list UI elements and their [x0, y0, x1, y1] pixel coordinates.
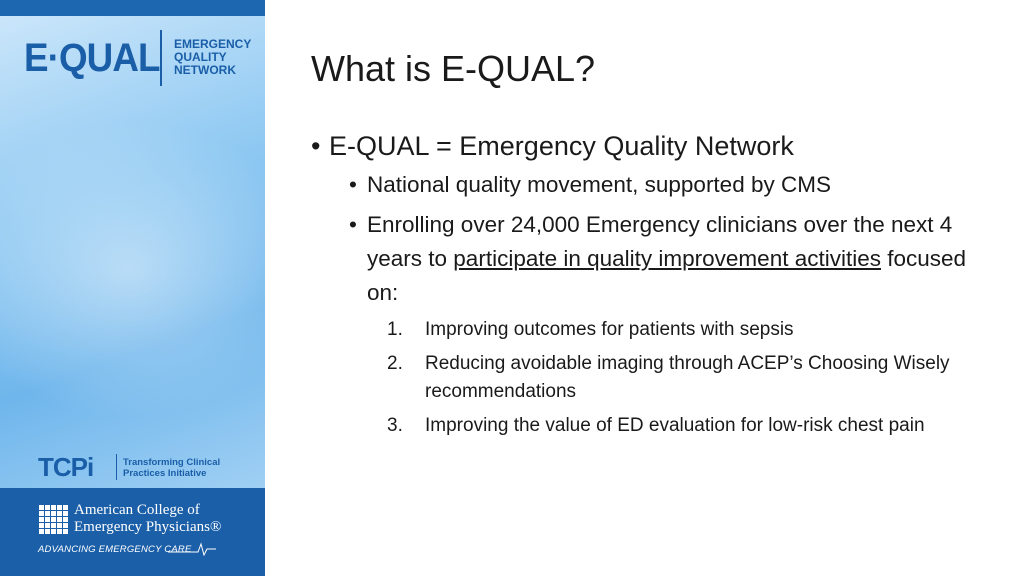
equal-logo — [24, 30, 254, 86]
sub-bullet-national-movement: • National quality movement, supported by CMS — [311, 168, 991, 202]
slide-title: What is E-QUAL? — [311, 48, 596, 89]
equal-logo-divider — [160, 30, 162, 86]
list-item — [311, 316, 955, 344]
acep-logo-line1: American College of — [74, 502, 200, 518]
list-item-number: 2. — [387, 353, 403, 374]
bullet-equal-definition: • E-QUAL = Emergency Quality Network — [311, 128, 991, 164]
acep-logo-tagline: ADVANCING EMERGENCY CARE — [38, 544, 192, 555]
focus-areas-list — [311, 316, 991, 440]
tcpi-logo-subtitle — [123, 457, 220, 479]
enrolling-text: Enrolling over 24,000 Emergency clinicians over the next 4 years to — [367, 212, 953, 271]
sidebar-glow — [0, 120, 265, 420]
sidebar-top-bar — [0, 0, 265, 16]
sub-bullet-enrolling — [311, 208, 967, 310]
list-item-text: Improving outcomes for patients with sepsis — [425, 319, 794, 340]
acep-grid-icon — [38, 504, 68, 534]
equal-logo-word: E·QUAL — [24, 36, 160, 80]
tcpi-logo-line2: Practices Initiative — [123, 468, 207, 479]
equal-logo-line2: QUALITY — [174, 50, 227, 64]
sidebar-panel — [0, 0, 265, 576]
slide-content — [311, 128, 991, 440]
tcpi-logo-word: TCPi — [38, 452, 94, 482]
equal-logo-line3: NETWORK — [174, 63, 236, 77]
tcpi-logo-divider — [116, 454, 117, 480]
qi-activities-link[interactable]: participate in quality improvement activities — [453, 246, 881, 271]
acep-logo-name — [74, 502, 221, 536]
list-item-text: Improving the value of ED evaluation for low-risk chest pain — [425, 415, 925, 436]
acep-logo-band — [0, 488, 265, 576]
heartbeat-line-icon — [168, 540, 216, 556]
acep-logo-line2: Emergency Physicians® — [74, 519, 222, 535]
equal-logo-subtitle — [174, 38, 251, 77]
list-item-number: 3. — [387, 415, 403, 436]
list-item-text: Reducing avoidable imaging through ACEP’s Choosing Wisely recommendations — [425, 353, 950, 402]
tcpi-logo-line1: Transforming Clinical — [123, 457, 221, 468]
list-item-number: 1. — [387, 319, 403, 340]
list-item — [311, 350, 955, 406]
list-item — [311, 412, 955, 440]
equal-logo-line1: EMERGENCY — [174, 37, 252, 51]
tcpi-logo — [38, 452, 248, 482]
focused-on-text: focused on: — [367, 246, 967, 305]
